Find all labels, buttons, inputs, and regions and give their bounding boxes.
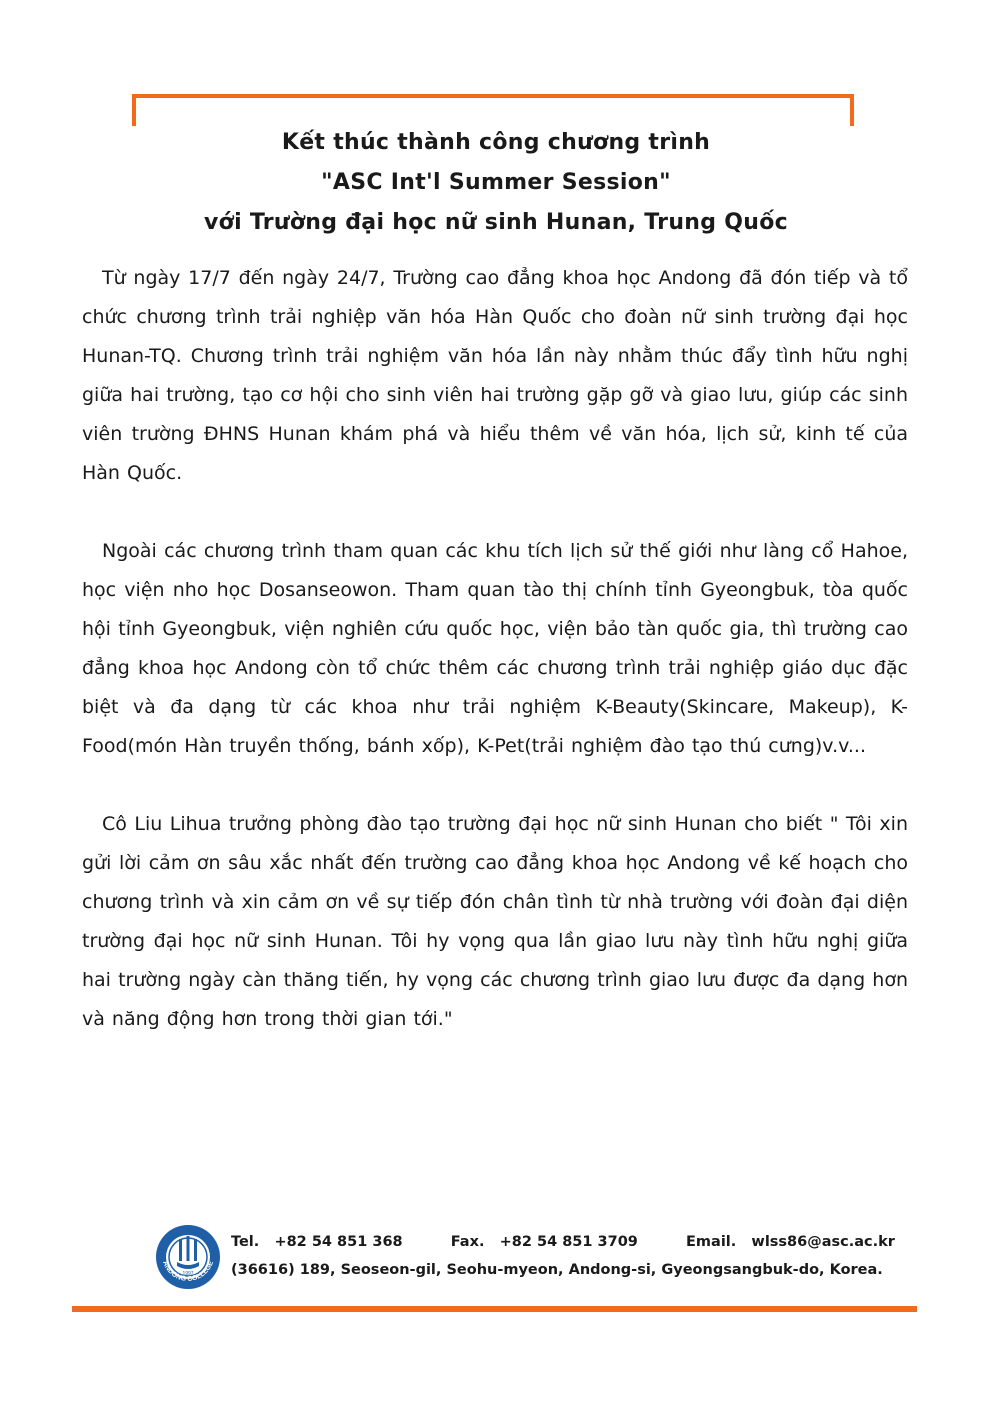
title-line-1: Kết thúc thành công chương trình <box>281 130 711 155</box>
title-line-2: "ASC Int'l Summer Session" <box>321 170 671 195</box>
paragraph-1: Từ ngày 17/7 đến ngày 24/7, Trường cao đẳng khoa học Andong đã đón tiếp và tổ chức chương trình trải nghiệp văn hóa Hàn Quốc cho đoàn nữ sinh trường đại học Hunan-TQ. Chương trình trải nghiệm văn hóa lần này nhằm thúc đẩy tình hữu nghị giữa hai trường, tạo cơ hội cho sinh viên hai trường gặp gỡ và giao lưu, giúp các sinh viên trường ĐHNS Hunan khám phá và hiểu thêm về văn hóa, lịch sử, kinh tế của Hàn Quốc. <box>82 267 908 484</box>
andong-college-logo-icon <box>155 1224 221 1290</box>
email-label: Email. <box>686 1234 737 1250</box>
paragraph-2: Ngoài các chương trình tham quan các khu tích lịch sử thế giới như làng cổ Hahoe, học viện nho học Dosanseowon. Tham quan tào thị chính tỉnh Gyeongbuk, tòa quốc hội tỉnh Gyeongbuk, viện nghiên cứu quốc học, viện bảo tàn quốc gia, thì trường cao đẳng khoa học Andong còn tổ chức thêm các chương trình trải nghiệp giáo dục đặc biệt và đa dạng từ các khoa như trải nghiệm K-Beauty(Skincare, Makeup), K-Food(món Hàn truyền thống, bánh xốp), K-Pet(trải nghiệm đào tạo thú cưng)v.v... <box>82 540 908 757</box>
tel-value: +82 54 851 368 <box>274 1234 403 1250</box>
fax-label: Fax. <box>450 1234 485 1250</box>
document-title <box>80 123 912 243</box>
fax-value: +82 54 851 3709 <box>499 1234 638 1250</box>
title-bracket-decoration <box>132 94 854 126</box>
logo-year: 1997 <box>182 1271 194 1277</box>
email-value[interactable]: wlss86@asc.ac.kr <box>751 1234 895 1250</box>
title-line-3: với Trường đại học nữ sinh Hunan, Trung Quốc <box>204 210 788 235</box>
footer <box>155 1222 915 1292</box>
contact-line-1 <box>231 1228 895 1256</box>
tel-label: Tel. <box>231 1234 260 1250</box>
address-line: (36616) 189, Seoseon-gil, Seohu-myeon, Andong-si, Gyeongsangbuk-do, Korea. <box>231 1262 883 1278</box>
footer-divider <box>72 1306 917 1312</box>
paragraph-3: Cô Liu Lihua trưởng phòng đào tạo trường đại học nữ sinh Hunan cho biết " Tôi xin gửi lời cảm ơn sâu xắc nhất đến trường cao đẳng khoa học Andong về kế hoạch cho chương trình và xin cảm ơn về sự tiếp đón chân tình từ nhà trường với đoàn đại diện trường đại học nữ sinh Hunan. Tôi hy vọng qua lần giao lưu này tình hữu nghị giữa hai trường ngày càn thăng tiến, hy vọng các chương trình giao lưu được đa dạng hơn và năng động hơn trong thời gian tới." <box>82 813 908 1030</box>
article-body <box>82 259 908 1078</box>
contact-info <box>231 1228 895 1284</box>
logo-text: ANDONG COLLEGE <box>160 1260 215 1283</box>
